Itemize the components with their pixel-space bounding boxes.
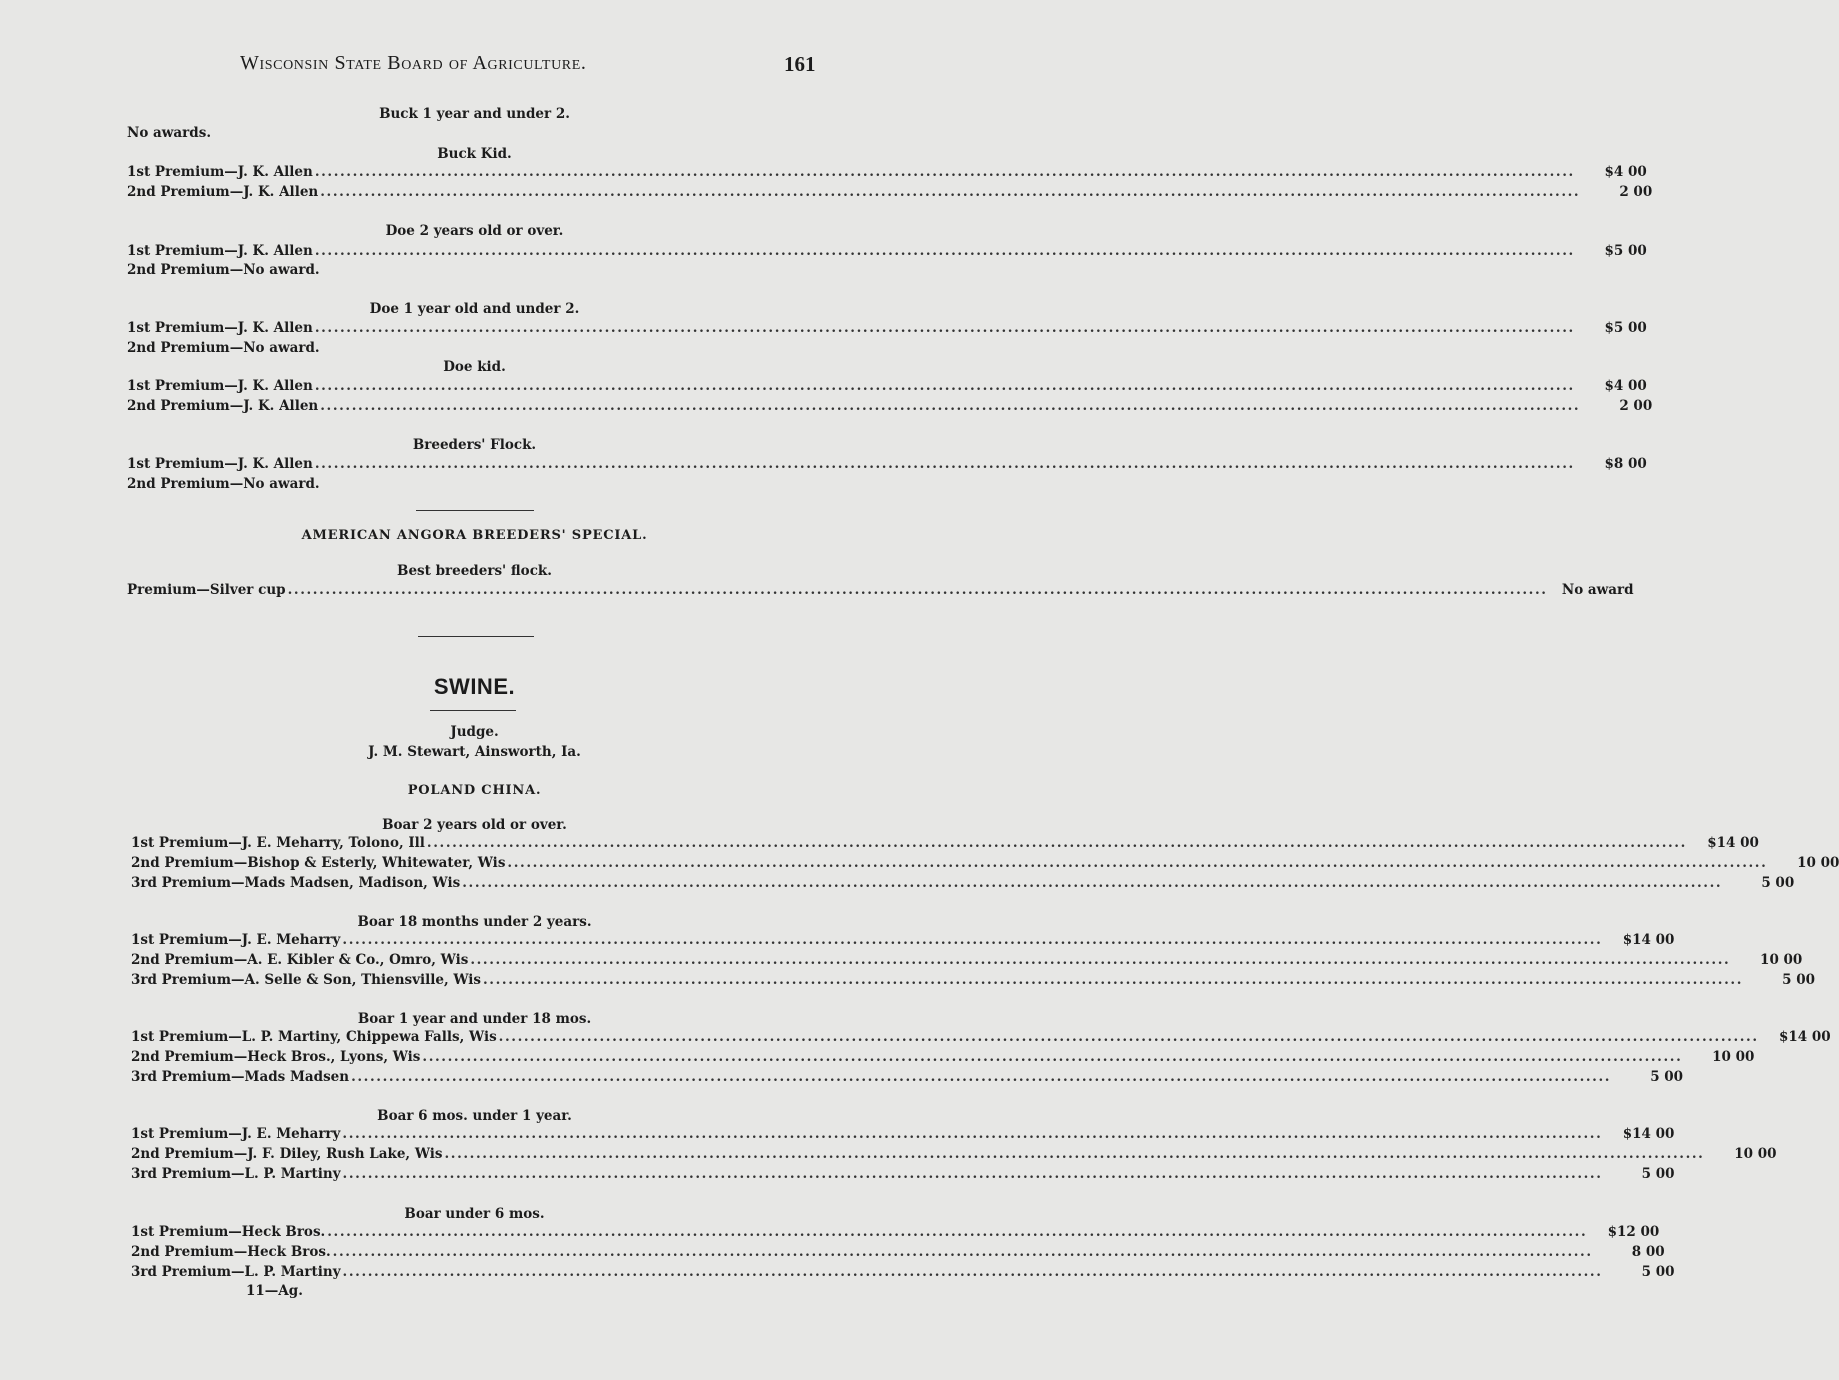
award-row: 1st Premium—J. K. Allen ........................................................................................................................................................................................................ $4 00: [127, 164, 1647, 180]
award-row: 3rd Premium—Mads Madsen, Madison, Wis ........................................................................................................................................................................................................ 5 00: [131, 875, 1795, 891]
award-row: 2nd Premium—Heck Bros., Lyons, Wis ........................................................................................................................................................................................................ 10 00: [131, 1049, 1755, 1065]
running-title: Wisconsin State Board of Agriculture.: [240, 52, 587, 74]
award-label: 3rd Premium—Mads Madsen: [131, 1069, 350, 1085]
section-heading: AMERICAN ANGORA BREEDERS' SPECIAL.: [301, 528, 648, 543]
class-heading: Doe kid.: [443, 359, 506, 375]
class-heading: Breeders' Flock.: [412, 437, 537, 453]
award-amount: 5 00: [1641, 1264, 1675, 1280]
department-title: SWINE.: [433, 674, 516, 699]
class-heading: Buck Kid.: [437, 146, 512, 162]
award-amount: $14 00: [1707, 835, 1759, 851]
award-label: 1st Premium—J. E. Meharry: [131, 1126, 341, 1142]
award-label: 1st Premium—J. E. Meharry, Tolono, Ill: [131, 835, 425, 851]
award-amount: $5 00: [1604, 243, 1647, 259]
award-row: 1st Premium—J. K. Allen ........................................................................................................................................................................................................ $5 00: [127, 243, 1647, 259]
award-amount: $4 00: [1604, 164, 1647, 180]
award-label: 2nd Premium—Heck Bros.: [131, 1244, 331, 1260]
award-row: 2nd Premium—J. K. Allen ........................................................................................................................................................................................................ 2 00: [127, 398, 1653, 414]
award-row: 1st Premium—J. E. Meharry, Tolono, Ill ........................................................................................................................................................................................................ $14 00: [131, 835, 1759, 851]
class-heading: Boar 2 years old or over.: [382, 817, 567, 833]
award-amount: 10 00: [1797, 855, 1839, 871]
no-awards-note: No awards.: [127, 125, 212, 141]
award-label: 2nd Premium—No award.: [127, 340, 320, 356]
award-label: 1st Premium—J. K. Allen: [127, 456, 313, 472]
award-amount: 5 00: [1761, 875, 1795, 891]
award-label: 2nd Premium—J. F. Diley, Rush Lake, Wis: [131, 1146, 443, 1162]
award-row: 1st Premium—J. E. Meharry ........................................................................................................................................................................................................ $14 00: [131, 932, 1675, 948]
award-amount: $4 00: [1604, 378, 1647, 394]
award-row: 2nd Premium—A. E. Kibler & Co., Omro, Wis ........................................................................................................................................................................................................ 10 00: [131, 952, 1803, 968]
award-label: 2nd Premium—No award.: [127, 476, 320, 492]
breed-heading: POLAND CHINA.: [407, 783, 542, 798]
award-amount: 8 00: [1631, 1244, 1665, 1260]
award-label: 3rd Premium—L. P. Martiny: [131, 1264, 341, 1280]
award-row: [127, 476, 824, 496]
award-amount: $8 00: [1604, 456, 1647, 472]
award-amount: 5 00: [1782, 972, 1815, 988]
award-amount: 2 00: [1619, 398, 1653, 414]
section-divider: [416, 510, 534, 511]
award-amount: 10 00: [1760, 952, 1803, 968]
award-label: 1st Premium—Heck Bros.: [131, 1224, 326, 1240]
class-heading: Boar 18 months under 2 years.: [357, 914, 592, 930]
award-row: 3rd Premium—L. P. Martiny ........................................................................................................................................................................................................ 5 00: [131, 1264, 1675, 1280]
award-row: 1st Premium—L. P. Martiny, Chippewa Falls, Wis ........................................................................................................................................................................................................ $14 00: [131, 1029, 1831, 1045]
award-label: 1st Premium—J. E. Meharry: [131, 932, 341, 948]
award-amount: No award: [1561, 582, 1634, 598]
award-amount: $14 00: [1779, 1029, 1831, 1045]
class-heading: Boar under 6 mos.: [404, 1206, 545, 1222]
award-amount: $14 00: [1622, 1126, 1675, 1142]
award-row: 1st Premium—J. K. Allen ........................................................................................................................................................................................................ $4 00: [127, 378, 1647, 394]
award-label: 1st Premium—J. K. Allen: [127, 378, 313, 394]
award-label: 2nd Premium—Bishop & Esterly, Whitewater, Wis: [131, 855, 506, 871]
award-amount: $14 00: [1622, 932, 1675, 948]
award-label: 3rd Premium—L. P. Martiny: [131, 1166, 341, 1182]
judge-label: Judge.: [450, 724, 499, 740]
award-row: 2nd Premium—J. F. Diley, Rush Lake, Wis ........................................................................................................................................................................................................ 10 00: [131, 1146, 1777, 1162]
signature-mark: 11—Ag.: [246, 1283, 303, 1299]
award-amount: 2 00: [1619, 184, 1653, 200]
class-heading: Boar 1 year and under 18 mos.: [357, 1011, 592, 1027]
award-label: 2nd Premium—J. K. Allen: [127, 184, 319, 200]
award-row: 3rd Premium—L. P. Martiny ........................................................................................................................................................................................................ 5 00: [131, 1166, 1675, 1182]
award-row: 1st Premium—J. E. Meharry ........................................................................................................................................................................................................ $14 00: [131, 1126, 1675, 1142]
award-row: Premium—Silver cup ........................................................................................................................................................................................................ No award: [127, 582, 1634, 598]
award-row: 2nd Premium—Heck Bros. ........................................................................................................................................................................................................ 8 00: [131, 1244, 1665, 1260]
award-amount: 10 00: [1712, 1049, 1755, 1065]
award-row: [127, 262, 824, 282]
title-underline: [430, 710, 516, 711]
award-label: 2nd Premium—J. K. Allen: [127, 398, 319, 414]
award-label: 2nd Premium—A. E. Kibler & Co., Omro, Wis: [131, 952, 469, 968]
award-amount: 5 00: [1641, 1166, 1675, 1182]
award-row: 2nd Premium—J. K. Allen ........................................................................................................................................................................................................ 2 00: [127, 184, 1653, 200]
award-label: 1st Premium—J. K. Allen: [127, 243, 313, 259]
award-row: [127, 340, 824, 360]
award-label: 3rd Premium—Mads Madsen, Madison, Wis: [131, 875, 461, 891]
award-label: Premium—Silver cup: [127, 582, 286, 598]
award-label: 1st Premium—J. K. Allen: [127, 164, 313, 180]
page-number: 161: [784, 52, 816, 76]
award-row: 3rd Premium—A. Selle & Son, Thiensville, Wis ........................................................................................................................................................................................................ 5 00: [131, 972, 1815, 988]
award-label: 3rd Premium—A. Selle & Son, Thiensville, Wis: [131, 972, 481, 988]
award-amount: 10 00: [1734, 1146, 1777, 1162]
award-row: 2nd Premium—Bishop & Esterly, Whitewater, Wis ........................................................................................................................................................................................................ 10 00: [131, 855, 1839, 871]
class-heading: Best breeders' flock.: [397, 563, 552, 579]
award-row: 3rd Premium—Mads Madsen ........................................................................................................................................................................................................ 5 00: [131, 1069, 1684, 1085]
award-label: 1st Premium—J. K. Allen: [127, 320, 313, 336]
award-amount: $5 00: [1604, 320, 1647, 336]
class-heading: Doe 2 years old or over.: [385, 223, 564, 239]
class-heading: Buck 1 year and under 2.: [379, 106, 570, 122]
award-label: 1st Premium—L. P. Martiny, Chippewa Falls, Wis: [131, 1029, 497, 1045]
judge-name: J. M. Stewart, Ainsworth, Ia.: [368, 744, 581, 760]
award-amount: 5 00: [1650, 1069, 1684, 1085]
award-label: 2nd Premium—Heck Bros., Lyons, Wis: [131, 1049, 421, 1065]
class-heading: Doe 1 year old and under 2.: [369, 301, 580, 317]
award-label: 2nd Premium—No award.: [127, 262, 320, 278]
award-row: 1st Premium—J. K. Allen ........................................................................................................................................................................................................ $8 00: [127, 456, 1647, 472]
class-heading: Boar 6 mos. under 1 year.: [377, 1108, 572, 1124]
page-header: [0, 52, 949, 78]
award-row: 1st Premium—Heck Bros. ........................................................................................................................................................................................................ $12 00: [131, 1224, 1660, 1240]
award-row: 1st Premium—J. K. Allen ........................................................................................................................................................................................................ $5 00: [127, 320, 1647, 336]
section-divider: [418, 636, 534, 637]
award-amount: $12 00: [1607, 1224, 1660, 1240]
